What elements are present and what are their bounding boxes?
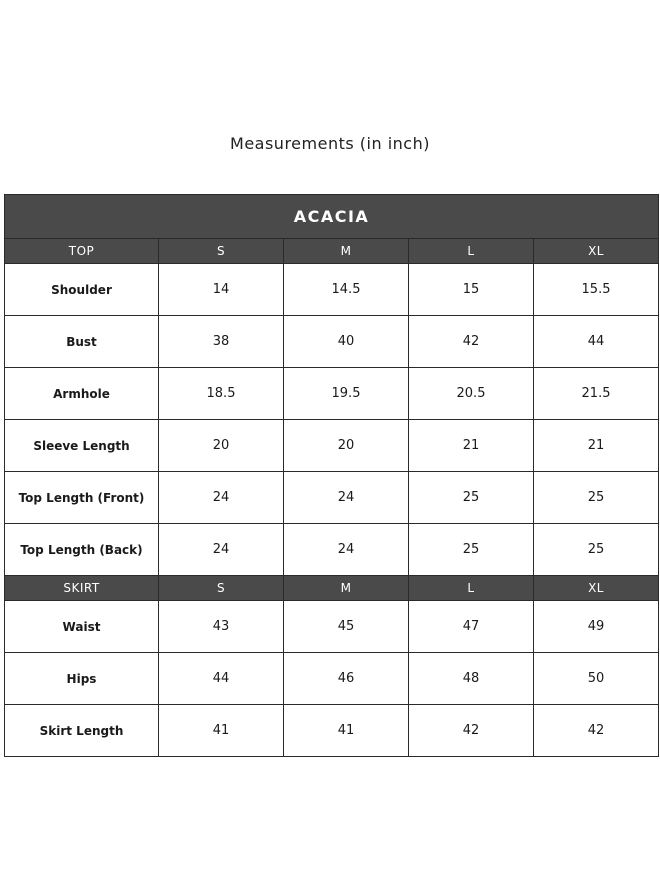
size-chart-table	[4, 194, 659, 757]
row-label: Shoulder	[5, 264, 159, 316]
cell-value: 25	[409, 524, 534, 576]
cell-value: 49	[534, 601, 659, 653]
cell-value: 50	[534, 653, 659, 705]
row-label: Top Length (Back)	[5, 524, 159, 576]
cell-value: 43	[159, 601, 284, 653]
cell-value: 20	[284, 420, 409, 472]
section-name: SKIRT	[5, 576, 159, 601]
cell-value: 21.5	[534, 368, 659, 420]
cell-value: 25	[534, 524, 659, 576]
row-label: Bust	[5, 316, 159, 368]
cell-value: 45	[284, 601, 409, 653]
measurements-caption: Measurements (in inch)	[230, 134, 430, 153]
size-header-s: S	[159, 239, 284, 264]
cell-value: 44	[534, 316, 659, 368]
cell-value: 18.5	[159, 368, 284, 420]
cell-value: 15	[409, 264, 534, 316]
table-row	[5, 368, 659, 420]
cell-value: 14.5	[284, 264, 409, 316]
size-header-xl: XL	[534, 239, 659, 264]
size-header-l: L	[409, 239, 534, 264]
cell-value: 24	[159, 524, 284, 576]
cell-value: 20	[159, 420, 284, 472]
section-header-skirt	[5, 576, 659, 601]
cell-value: 47	[409, 601, 534, 653]
cell-value: 41	[159, 705, 284, 757]
size-header-m: M	[284, 576, 409, 601]
cell-value: 40	[284, 316, 409, 368]
cell-value: 42	[409, 705, 534, 757]
table-row	[5, 316, 659, 368]
product-title: ACACIA	[5, 195, 659, 239]
cell-value: 25	[534, 472, 659, 524]
table-row	[5, 705, 659, 757]
section-name: TOP	[5, 239, 159, 264]
cell-value: 38	[159, 316, 284, 368]
cell-value: 21	[534, 420, 659, 472]
cell-value: 42	[534, 705, 659, 757]
section-header-top	[5, 239, 659, 264]
cell-value: 19.5	[284, 368, 409, 420]
cell-value: 24	[159, 472, 284, 524]
size-header-xl: XL	[534, 576, 659, 601]
row-label: Top Length (Front)	[5, 472, 159, 524]
row-label: Skirt Length	[5, 705, 159, 757]
table-row	[5, 524, 659, 576]
row-label: Armhole	[5, 368, 159, 420]
size-header-l: L	[409, 576, 534, 601]
cell-value: 44	[159, 653, 284, 705]
table-row	[5, 472, 659, 524]
row-label: Waist	[5, 601, 159, 653]
cell-value: 20.5	[409, 368, 534, 420]
row-label: Hips	[5, 653, 159, 705]
cell-value: 42	[409, 316, 534, 368]
cell-value: 41	[284, 705, 409, 757]
table-row	[5, 264, 659, 316]
table-row	[5, 420, 659, 472]
cell-value: 24	[284, 472, 409, 524]
cell-value: 24	[284, 524, 409, 576]
cell-value: 14	[159, 264, 284, 316]
table-row	[5, 653, 659, 705]
size-header-s: S	[159, 576, 284, 601]
cell-value: 46	[284, 653, 409, 705]
cell-value: 25	[409, 472, 534, 524]
cell-value: 48	[409, 653, 534, 705]
cell-value: 21	[409, 420, 534, 472]
cell-value: 15.5	[534, 264, 659, 316]
size-header-m: M	[284, 239, 409, 264]
row-label: Sleeve Length	[5, 420, 159, 472]
table-title-row	[5, 195, 659, 239]
table-row	[5, 601, 659, 653]
